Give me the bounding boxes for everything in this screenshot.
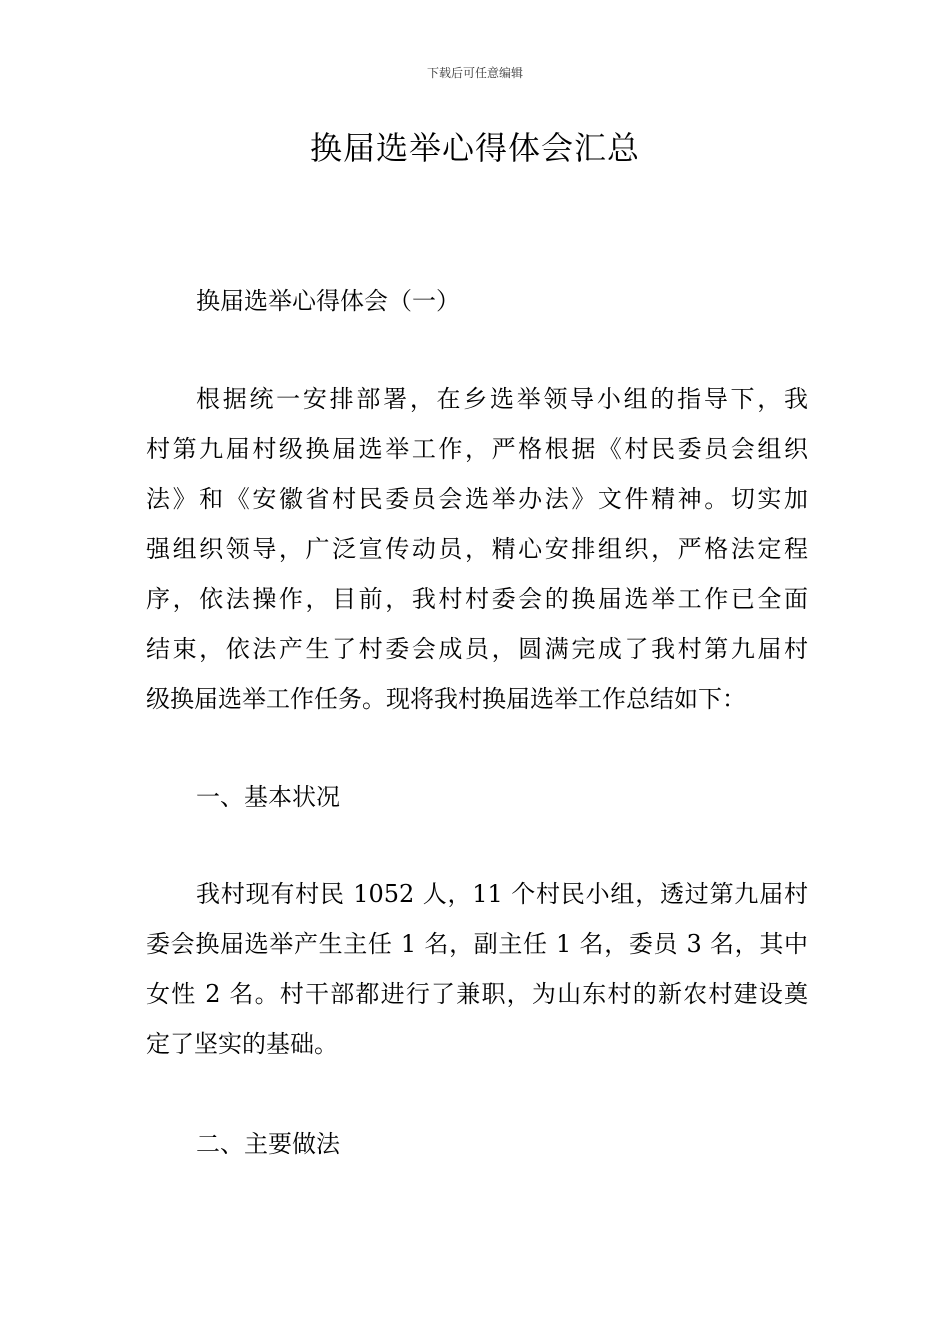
paragraph-intro	[146, 374, 808, 724]
subtitle-heading: 换届选举心得体会（一）	[196, 287, 460, 315]
page-header-note: 下载后可任意编辑	[426, 66, 523, 80]
paragraph-line: 根据统一安排部署，在乡选举领导小组的指导下，我	[196, 385, 808, 413]
section-heading-basic-status: 一、基本状况	[196, 783, 340, 811]
paragraph-line: 强组织领导，广泛宣传动员，精心安排组织，严格法定程	[146, 535, 808, 563]
section-heading-main-practices: 二、主要做法	[196, 1130, 340, 1158]
paragraph-line: 法》和《安徽省村民委员会选举办法》文件精神。切实加	[146, 485, 808, 513]
paragraph-line: 序，依法操作，目前，我村村委会的换届选举工作已全面	[146, 585, 808, 613]
document-title: 换届选举心得体会汇总	[309, 129, 640, 167]
paragraph-line: 委会换届选举产生主任 1 名，副主任 1 名，委员 3 名，其中	[146, 930, 808, 958]
paragraph-line: 级换届选举工作任务。现将我村换届选举工作总结如下：	[146, 685, 746, 713]
paragraph-line: 结束，依法产生了村委会成员，圆满完成了我村第九届村	[146, 635, 808, 663]
paragraph-line: 女性 2 名。村干部都进行了兼职，为山东村的新农村建设奠	[146, 980, 808, 1008]
paragraph-line: 村第九届村级换届选举工作，严格根据《村民委员会组织	[146, 435, 808, 463]
paragraph-line: 我村现有村民 1052 人，11 个村民小组，透过第九届村	[196, 880, 808, 908]
paragraph-basic-status	[146, 869, 808, 1069]
paragraph-line: 定了坚实的基础。	[146, 1030, 338, 1058]
